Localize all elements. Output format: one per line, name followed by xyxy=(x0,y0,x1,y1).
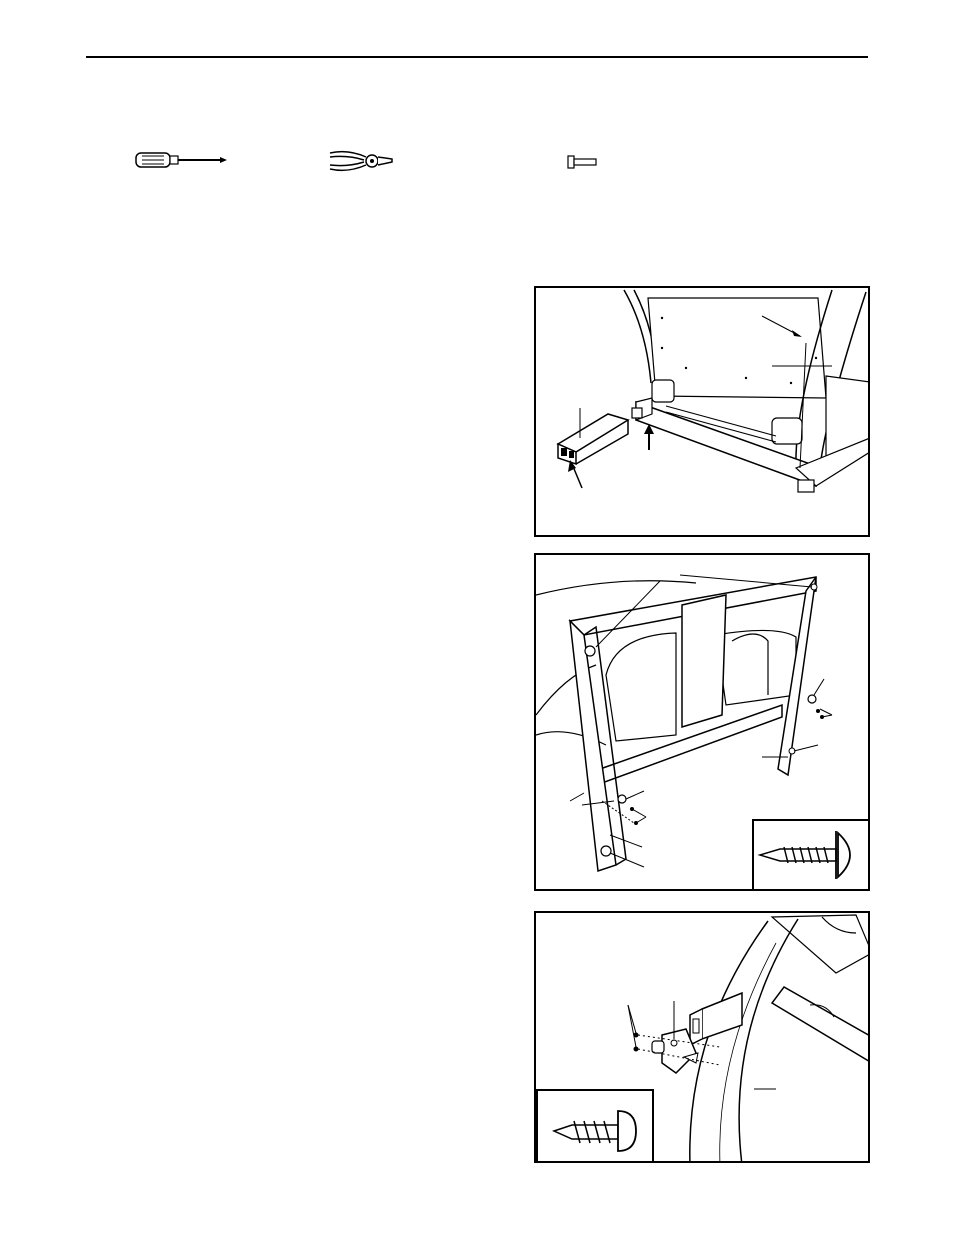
pliers-icon xyxy=(328,147,394,175)
self-tapping-screw-inset xyxy=(752,819,870,891)
figure-2 xyxy=(534,553,870,891)
round-head-screw-inset xyxy=(536,1089,654,1163)
self-tapping-screw-icon xyxy=(754,821,870,891)
figure-3 xyxy=(534,911,870,1163)
hex-key-icon xyxy=(566,154,598,170)
screwdriver-icon xyxy=(134,148,230,172)
round-head-screw-icon xyxy=(538,1091,652,1163)
header-rule xyxy=(86,56,868,58)
figure-1 xyxy=(534,286,870,537)
